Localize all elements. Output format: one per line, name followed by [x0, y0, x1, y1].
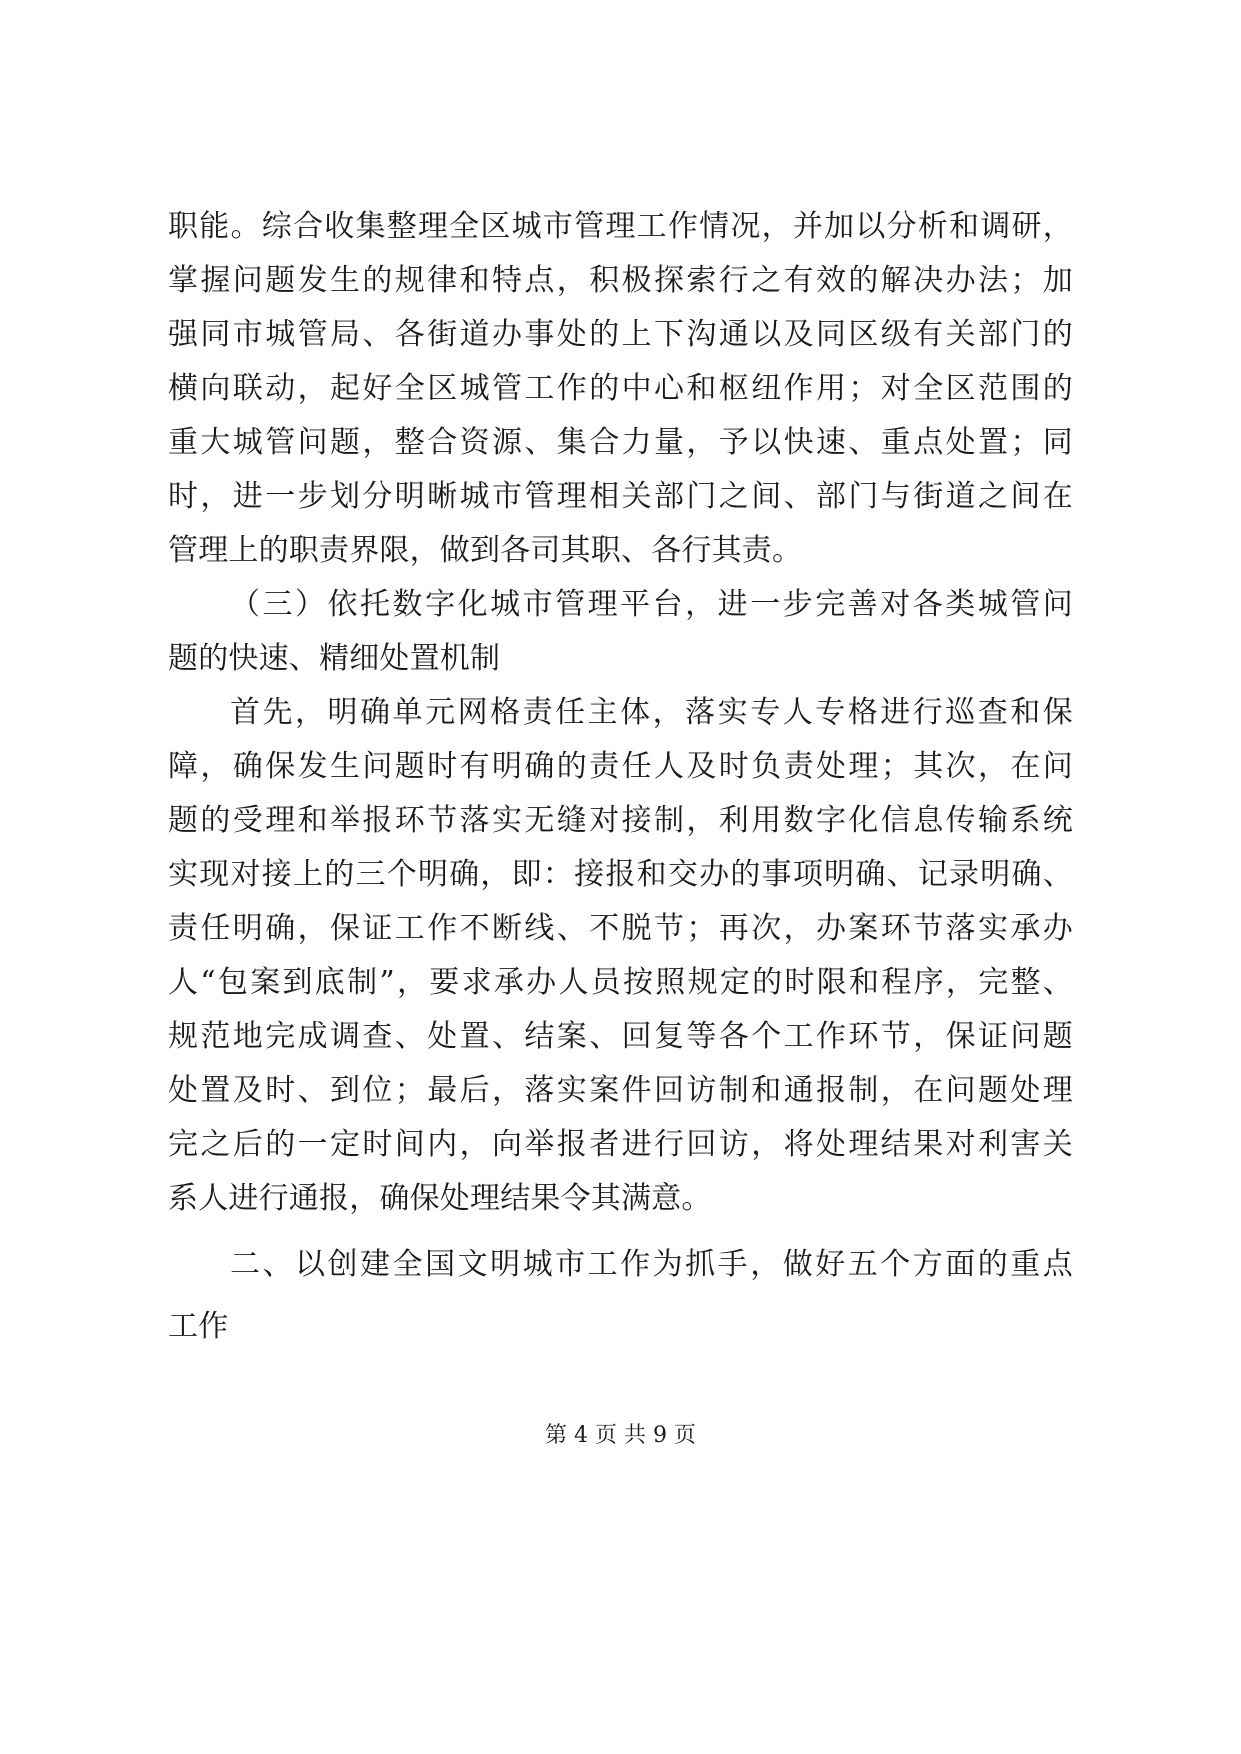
text-line: 障，确保发生问题时有明确的责任人及时负责处理；其次，在问 — [168, 749, 1073, 784]
text-line: 重大城管问题，整合资源、集合力量，予以快速、重点处置；同 — [168, 425, 1073, 460]
text-line: 时，进一步划分明晰城市管理相关部门之间、部门与街道之间在 — [168, 479, 1073, 514]
text-line: 题的受理和举报环节落实无缝对接制，利用数字化信息传输系统 — [168, 803, 1073, 838]
text-line: 系人进行通报，确保处理结果令其满意。 — [168, 1181, 712, 1216]
text-line: 人“包案到底制”，要求承办人员按照规定的时限和程序，完整、 — [168, 965, 1073, 1000]
text-line: 实现对接上的三个明确，即：接报和交办的事项明确、记录明确、 — [168, 857, 1073, 892]
text-line: 完之后的一定时间内，向举报者进行回访，将处理结果对利害关 — [168, 1127, 1073, 1162]
text-line: 责任明确，保证工作不断线、不脱节；再次，办案环节落实承办 — [168, 911, 1073, 946]
text-line: 职能。综合收集整理全区城市管理工作情况，并加以分析和调研， — [168, 209, 1073, 244]
text-line: 首先，明确单元网格责任主体，落实专人专格进行巡查和保 — [230, 695, 1073, 730]
text-line: 横向联动，起好全区城管工作的中心和枢纽作用；对全区范围的 — [168, 371, 1073, 406]
text-line: 掌握问题发生的规律和特点，积极探索行之有效的解决办法；加 — [168, 263, 1073, 298]
section-heading-line: 二、以创建全国文明城市工作为抓手，做好五个方面的重点 — [230, 1247, 1073, 1282]
section-heading-line: 工作 — [168, 1309, 229, 1344]
section-heading-line: （三）依托数字化城市管理平台，进一步完善对各类城管问 — [230, 587, 1073, 622]
text-line: 管理上的职责界限，做到各司其职、各行其责。 — [168, 533, 803, 568]
text-line: 强同市城管局、各街道办事处的上下沟通以及同区级有关部门的 — [168, 317, 1073, 352]
text-line: 处置及时、到位；最后，落实案件回访制和通报制，在问题处理 — [168, 1073, 1073, 1108]
page-number-footer: 第 4 页 共 9 页 — [545, 1423, 696, 1448]
text-line: 规范地完成调查、处置、结案、回复等各个工作环节，保证问题 — [168, 1019, 1073, 1054]
section-heading-line: 题的快速、精细处置机制 — [168, 641, 501, 676]
